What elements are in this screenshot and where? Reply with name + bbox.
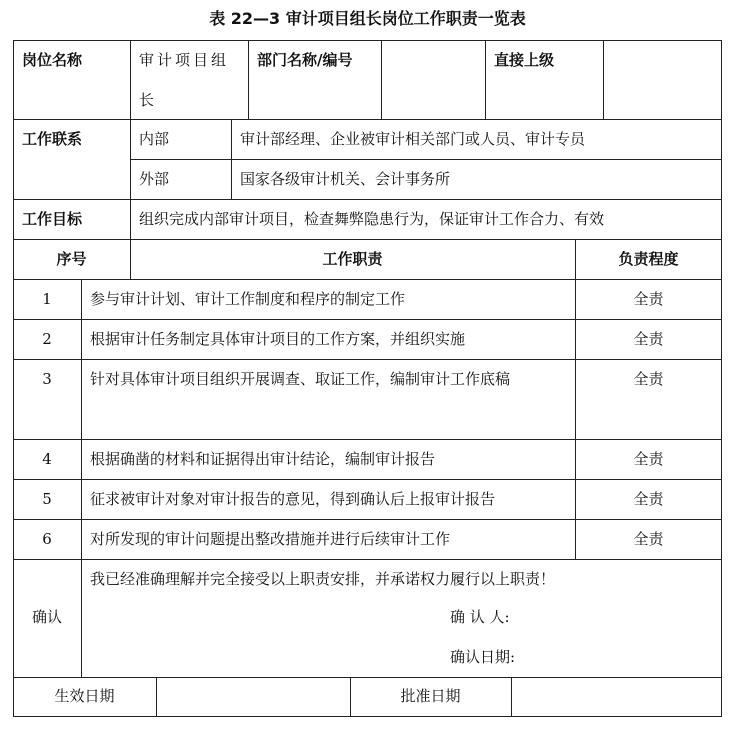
internal-label: 内部 xyxy=(139,130,170,148)
duty-text: 根据确凿的材料和证据得出审计结论，编制审计报告 xyxy=(90,450,436,468)
duty-text: 参与审计计划、审计工作制度和程序的制定工作 xyxy=(90,290,406,308)
dept-label: 部门名称/编号 xyxy=(257,51,353,69)
duty-no: 6 xyxy=(42,530,52,548)
effective-date-label: 生效日期 xyxy=(54,687,115,705)
external-value: 国家各级审计机关、会计事务所 xyxy=(240,170,451,188)
superior-label: 直接上级 xyxy=(494,51,555,69)
confirm-date-label: 确认日期: xyxy=(450,648,516,666)
duty-level: 全责 xyxy=(633,330,664,348)
duty-level: 全责 xyxy=(633,290,664,308)
position-value: 审计项目组长 xyxy=(139,51,230,109)
external-label: 外部 xyxy=(139,170,170,188)
duty-level: 全责 xyxy=(633,530,664,548)
duty-no: 1 xyxy=(42,290,52,308)
approval-date-label: 批准日期 xyxy=(400,687,461,705)
duty-level: 全责 xyxy=(633,490,664,508)
col-level-header: 负责程度 xyxy=(618,250,679,268)
confirm-label: 确认 xyxy=(31,608,62,626)
table-title: 表 22—3 审计项目组长岗位工作职责一览表 xyxy=(209,9,526,28)
duty-level: 全责 xyxy=(633,370,664,388)
duty-no: 2 xyxy=(42,330,52,348)
duty-text: 根据审计任务制定具体审计项目的工作方案，并组织实施 xyxy=(90,330,466,348)
goal-label: 工作目标 xyxy=(22,210,83,228)
duty-level: 全责 xyxy=(633,450,664,468)
duty-no: 5 xyxy=(42,490,52,508)
confirm-statement: 我已经准确理解并完全接受以上职责安排，并承诺权力履行以上职责！ xyxy=(90,570,556,588)
position-label: 岗位名称 xyxy=(22,51,83,69)
duty-text: 征求被审计对象对审计报告的意见，得到确认后上报审计报告 xyxy=(90,490,496,508)
duty-no: 4 xyxy=(42,450,52,468)
duty-no: 3 xyxy=(42,370,52,388)
confirm-person-label: 确 认 人: xyxy=(450,608,510,626)
relations-label: 工作联系 xyxy=(22,130,83,148)
duty-text: 针对具体审计项目组织开展调查、取证工作，编制审计工作底稿 xyxy=(90,370,511,388)
internal-value: 审计部经理、企业被审计相关部门或人员、审计专员 xyxy=(240,130,586,148)
col-no-header: 序号 xyxy=(56,250,87,268)
goal-value: 组织完成内部审计项目，检查舞弊隐患行为，保证审计工作合力、有效 xyxy=(139,210,605,228)
duty-text: 对所发现的审计问题提出整改措施并进行后续审计工作 xyxy=(90,530,451,548)
col-duty-header: 工作职责 xyxy=(322,250,383,268)
